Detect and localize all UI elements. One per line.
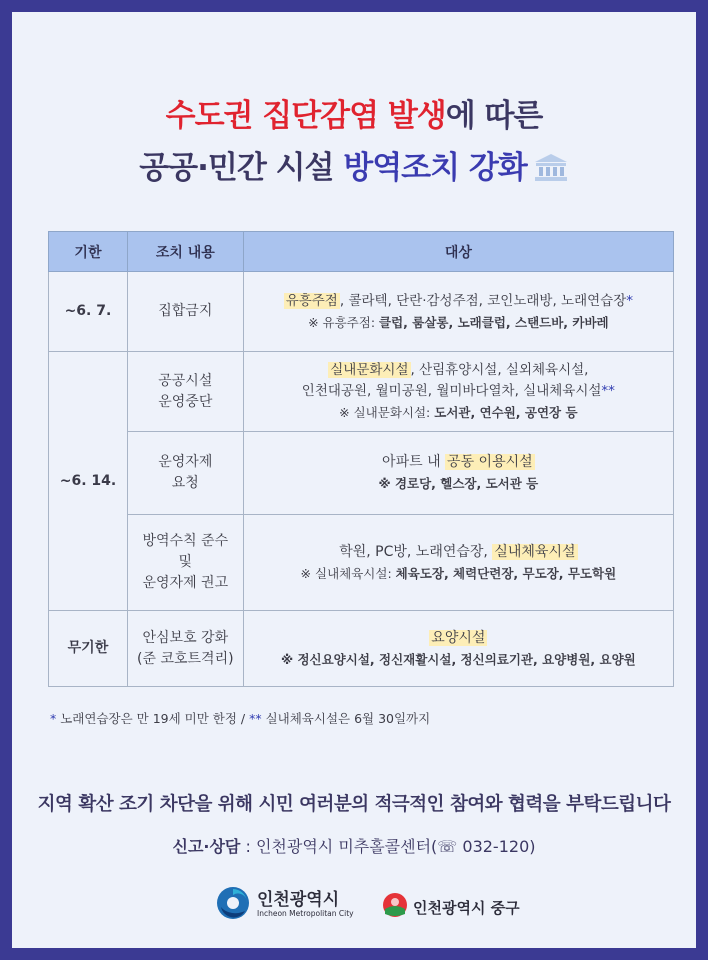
note-bold: 체육도장, 체력단련장, 무도장, 무도학원	[395, 565, 617, 581]
measure-cell: 집합금지	[127, 272, 243, 352]
target-note	[244, 649, 673, 670]
measure-cell	[127, 352, 243, 432]
table-row	[49, 272, 674, 352]
note-prefix: ※ 실내문화시설:	[339, 405, 435, 420]
highlighted-facility: 요양시설	[431, 629, 486, 646]
note-bold: ※ 경로당, 헬스장, 도서관 등	[378, 476, 539, 491]
table-row	[49, 352, 674, 432]
title-red-text: 수도권 집단감염 발생	[165, 98, 446, 134]
appeal-message: 지역 확산 조기 차단을 위해 시민 여러분의 적극적인 참여와 협력을 부탁드립니다	[37, 794, 671, 815]
header-target: 대상	[243, 232, 673, 272]
header-period: 기한	[49, 232, 128, 272]
junggu-logo	[382, 892, 520, 922]
target-text: 아파트 내	[382, 454, 446, 470]
footnote-text: 실내체육시설은 6월 30일까지	[261, 711, 431, 726]
target-cell	[243, 611, 673, 687]
target-note	[244, 473, 673, 494]
note-bold: 클럽, 룸살롱, 노래클럽, 스탠드바, 카바레	[379, 314, 609, 330]
measure-line: 안심보호 강화	[142, 629, 229, 646]
incheon-city-logo-icon	[215, 885, 251, 925]
note-prefix: ※ 실내체육시설:	[300, 565, 396, 581]
note-bold: ※ 정신요양시설, 정신재활시설, 정신의료기관, 요양병원, 요양원	[280, 651, 636, 667]
measure-line: 운영자제	[158, 454, 213, 470]
target-note	[244, 563, 673, 584]
target-text: , 콜라텍, 단란·감성주점, 코인노래방, 노래연습장	[339, 292, 627, 309]
measure-line: 운영중단	[158, 393, 213, 410]
footnote-mark: *	[50, 711, 57, 726]
title-blue-text: 방역조치 강화	[343, 150, 527, 186]
junggu-logo-icon	[382, 892, 408, 922]
highlighted-facility: 실내체육시설	[494, 543, 576, 560]
measures-table	[48, 231, 674, 687]
target-cell	[243, 515, 673, 611]
footnote	[50, 709, 430, 727]
measure-cell	[127, 611, 243, 687]
title-line-1	[12, 90, 696, 135]
district-name: 인천광역시 중구	[413, 898, 520, 917]
city-name-korean: 인천광역시	[257, 890, 340, 910]
table-row	[49, 515, 674, 611]
note-bold: 도서관, 연수원, 공연장 등	[434, 405, 578, 420]
target-cell	[243, 352, 673, 432]
city-name-english: Incheon Metropolitan City	[257, 909, 354, 918]
incheon-city-logo	[215, 885, 354, 925]
period-cell: ~6. 14.	[49, 352, 128, 611]
target-note	[244, 402, 673, 423]
title-line-2	[12, 142, 696, 187]
measure-cell	[127, 432, 243, 515]
table-row	[49, 611, 674, 687]
target-text: 학원, PC방, 노래연습장,	[339, 543, 493, 560]
footnote-mark: **	[249, 711, 262, 726]
measure-line: 요청	[171, 475, 199, 491]
table-row	[49, 432, 674, 515]
target-cell	[243, 432, 673, 515]
bank-building-icon	[533, 152, 569, 182]
contact-line	[12, 834, 696, 857]
note-prefix: ※ 유흥주점:	[308, 314, 380, 330]
period-cell: 무기한	[49, 611, 128, 687]
footnote-mark: *	[626, 292, 634, 309]
header-measure: 조치 내용	[127, 232, 243, 272]
period-cell: ~6. 7.	[49, 272, 128, 352]
measure-line: (준 코호트격리)	[137, 650, 234, 667]
measure-line: 및	[178, 554, 193, 570]
contact-label: 신고·상담	[172, 837, 241, 856]
table-header-row	[49, 232, 674, 272]
target-note	[244, 312, 673, 333]
target-text: , 산림휴양시설, 실외체육시설,	[410, 362, 589, 378]
poster	[12, 12, 696, 948]
measure-line: 공공시설	[158, 372, 213, 389]
measure-line: 방역수칙 준수	[142, 533, 229, 549]
highlighted-facility: 실내문화시설	[330, 362, 409, 378]
contact-text: : 인천광역시 미추홀콜센터(☏ 032-120)	[240, 837, 536, 856]
target-text: 인천대공원, 월미공원, 월미바다열차, 실내체육시설	[301, 383, 602, 399]
highlighted-facility: 공동 이용시설	[447, 454, 533, 470]
title-navy-text: 에 따른	[445, 98, 543, 134]
measure-cell	[127, 515, 243, 611]
footnote-text: 노래연습장은 만 19세 미만 한정 /	[56, 711, 250, 726]
target-cell	[243, 272, 673, 352]
highlighted-facility: 유흥주점	[285, 292, 338, 309]
measure-line: 운영자제 권고	[142, 575, 229, 591]
footnote-mark: **	[601, 383, 615, 399]
title-navy-text-2: 공공·민간 시설	[139, 150, 344, 186]
